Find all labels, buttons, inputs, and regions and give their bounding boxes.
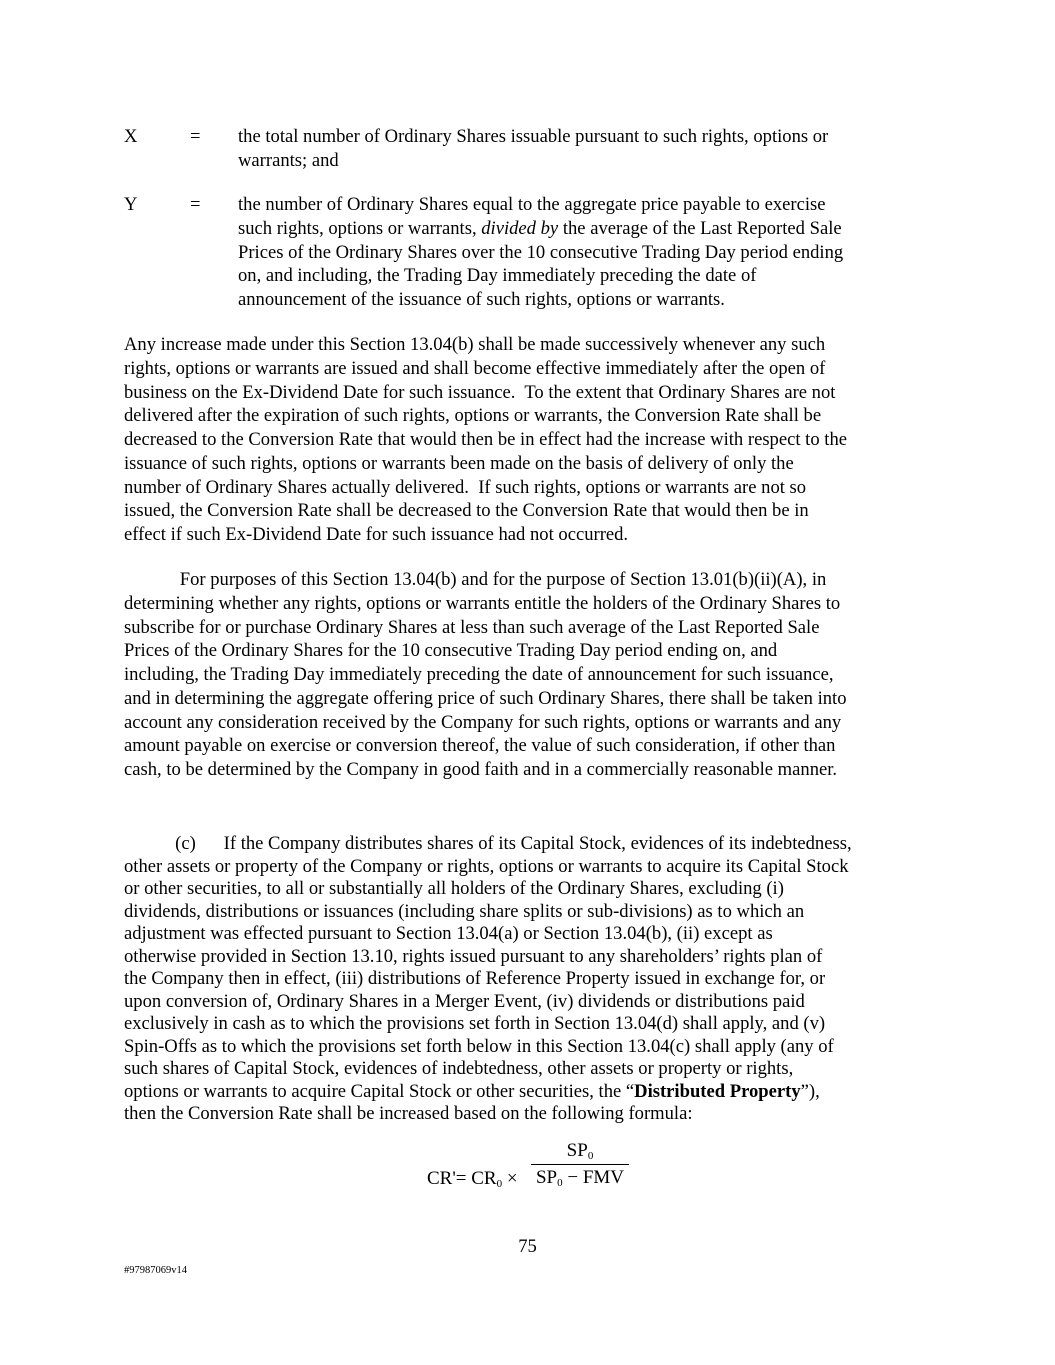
text-line: determining whether any rights, options or warrants entitle the holders of the Ordinary Shares to	[124, 592, 841, 614]
definition-label: Y	[124, 194, 138, 215]
text-line: the number of Ordinary Shares equal to the aggregate price payable to exercise	[238, 194, 826, 215]
text-line: otherwise provided in Section 13.10, rights issued pursuant to any shareholders’ rights plan of	[124, 945, 823, 967]
paragraph-section-c	[124, 833, 954, 1126]
text-line: subscribe for or purchase Ordinary Shares at less than such average of the Last Reported Sale	[124, 616, 820, 638]
text-line: warrants; and	[238, 149, 339, 171]
formula-fraction	[531, 1140, 629, 1189]
text-line: options or warrants to acquire Capital Stock or other securities, the “Distributed Property”),	[124, 1080, 820, 1102]
formula-lhs-subscript: 0	[496, 1178, 503, 1190]
definition-text	[238, 125, 828, 173]
text-line: account any consideration received by the Company for such rights, options or warrants and any	[124, 711, 842, 733]
text-line: the Company then in effect, (iii) distributions of Reference Property issued in exchange for, or	[124, 968, 826, 989]
text-line: For purposes of this Section 13.04(b) and for the purpose of Section 13.01(b)(ii)(A), in	[124, 569, 827, 590]
equals-sign: =	[190, 194, 201, 215]
text-line: on, and including, the Trading Day immediately preceding the date of	[238, 265, 757, 287]
text-line: issued, the Conversion Rate shall be decreased to the Conversion Rate that would then be in	[124, 500, 809, 522]
definition-label: X	[124, 126, 138, 147]
text-line: Any increase made under this Section 13.04(b) shall be made successively whenever any such	[124, 334, 826, 355]
text-line: business on the Ex-Dividend Date for such issuance. To the extent that Ordinary Shares are not	[124, 381, 836, 403]
formula-numerator	[531, 1140, 629, 1165]
text-line: delivered after the expiration of such rights, options or warrants, the Conversion Rate shall be	[124, 405, 822, 427]
text-line: other assets or property of the Company or rights, options or warrants to acquire its Capital Stock	[124, 855, 849, 877]
formula-lhs	[427, 1168, 518, 1190]
text-line: and in determining the aggregate offering price of such Ordinary Shares, there shall be taken into	[124, 687, 847, 709]
text-line: or other securities, to all or substantially all holders of the Ordinary Shares, excluding (i)	[124, 878, 784, 899]
text-line: amount payable on exercise or conversion thereof, the value of such consideration, if other than	[124, 735, 836, 757]
definition-text	[238, 193, 843, 312]
document-id-footer: #97987069v14	[124, 1265, 187, 1276]
denominator-minus-fmv: − FMV	[562, 1167, 625, 1188]
italic-term: divided by	[481, 217, 559, 239]
denominator-subscript: 0	[557, 1177, 563, 1189]
text-line: number of Ordinary Shares actually delivered. If such rights, options or warrants are not so	[124, 476, 807, 498]
text-line: such rights, options or warrants, divided by the average of the Last Reported Sale	[238, 217, 842, 239]
text-line: issuance of such rights, options or warrants been made on the basis of delivery of only the	[124, 452, 794, 474]
times-sign: ×	[502, 1168, 518, 1189]
text-line: Prices of the Ordinary Shares over the 10 consecutive Trading Day period ending	[238, 241, 844, 263]
formula-lhs-text: CR'= CR	[427, 1168, 497, 1189]
text-line: cash, to be determined by the Company in good faith and in a commercially reasonable manner.	[124, 759, 838, 780]
equals-sign: =	[190, 126, 201, 147]
text-line: rights, options or warrants are issued and shall become effective immediately after the open of	[124, 357, 826, 379]
numerator-subscript: 0	[587, 1150, 594, 1162]
text-line: Prices of the Ordinary Shares for the 10 consecutive Trading Day period ending on, and	[124, 640, 778, 662]
text-line: such shares of Capital Stock, evidences of indebtedness, other assets or property or rights,	[124, 1058, 794, 1079]
text-line: then the Conversion Rate shall be increased based on the following formula:	[124, 1103, 693, 1124]
text-line: exclusively in cash as to which the provisions set forth in Section 13.04(d) shall apply, and (v)	[124, 1013, 826, 1034]
text-line: including, the Trading Day immediately preceding the date of announcement for such issuance,	[124, 664, 834, 685]
text-line: dividends, distributions or issuances (including share splits or sub-divisions) as to which an	[124, 900, 805, 922]
text-line: Spin-Offs as to which the provisions set forth below in this Section 13.04(c) shall apply (any of	[124, 1035, 834, 1057]
numerator-text: SP	[566, 1140, 588, 1161]
paragraph-purposes	[124, 568, 954, 782]
page-number: 75	[518, 1236, 537, 1257]
bold-term: Distributed Property	[634, 1080, 801, 1102]
formula-denominator	[531, 1165, 629, 1189]
text-line: decreased to the Conversion Rate that would then be in effect had the increase with respect to the	[124, 429, 848, 450]
text-line: upon conversion of, Ordinary Shares in a Merger Event, (iv) dividends or distributions paid	[124, 990, 805, 1012]
paragraph-increase	[124, 333, 954, 547]
text-line: effect if such Ex-Dividend Date for such issuance had not occurred.	[124, 524, 629, 545]
text-line: adjustment was effected pursuant to Section 13.04(a) or Section 13.04(b), (ii) except as	[124, 923, 773, 944]
text-line: the total number of Ordinary Shares issuable pursuant to such rights, options or	[238, 126, 829, 147]
text-line: (c) If the Company distributes shares of its Capital Stock, evidences of its indebtedness,	[124, 833, 852, 854]
denominator-text: SP	[535, 1167, 558, 1188]
text-line: announcement of the issuance of such rights, options or warrants.	[238, 289, 725, 310]
